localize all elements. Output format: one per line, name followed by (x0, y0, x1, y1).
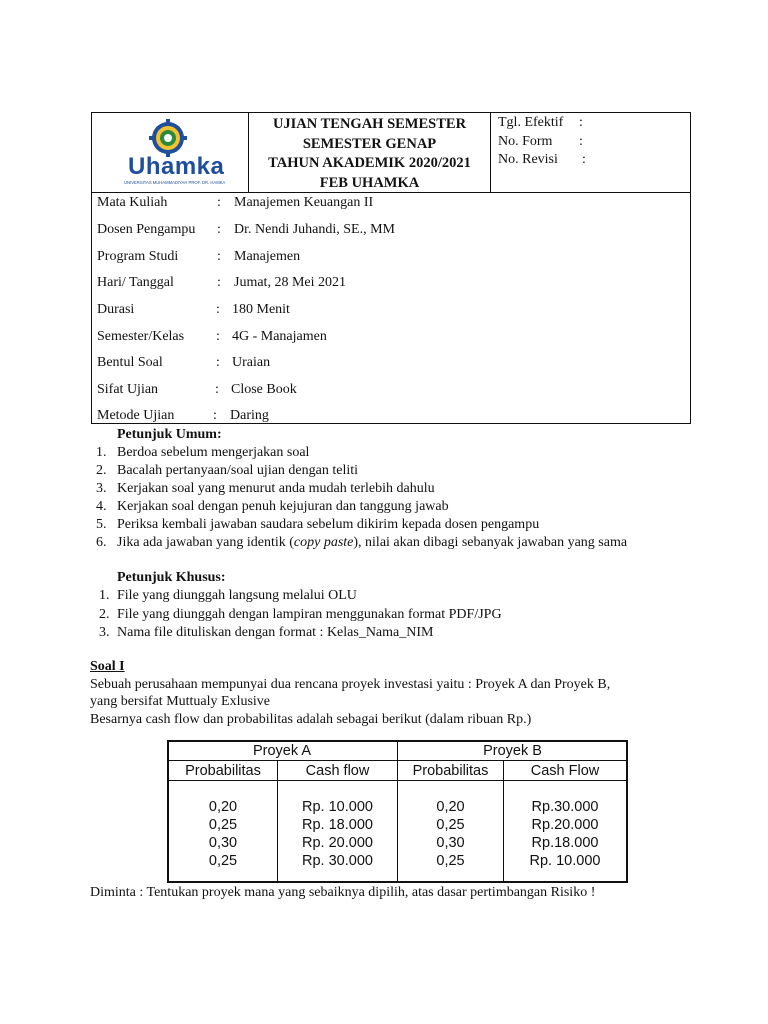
table-cell: 0,20 (436, 799, 465, 815)
info-duration-label: Durasi (97, 302, 135, 317)
info-semester-label: Semester/Kelas (97, 329, 185, 344)
info-duration-value: 180 Menit (232, 302, 290, 317)
list-number: 5. (96, 517, 107, 532)
table-cell: 0,30 (208, 835, 238, 851)
info-exam-nature-label: Sifat Ujian (97, 382, 159, 397)
question-prompt: Diminta : Tentukan proyek mana yang sebaiknya dipilih, atas dasar pertimbangan Risiko ! (90, 885, 596, 900)
info-exam-nature-value: Close Book (231, 382, 297, 397)
cash-flow-table (167, 740, 628, 883)
list-number: 2. (96, 463, 107, 478)
info-sep: : (216, 302, 220, 317)
meta-sep: : (579, 115, 583, 130)
title-line: FEB UHAMKA (319, 174, 420, 191)
title-line: UJIAN TENGAH SEMESTER (272, 116, 467, 132)
table-cell: 0,30 (436, 835, 465, 851)
title-line: TAHUN AKADEMIK 2020/2021 (268, 155, 471, 171)
table-group-header: Proyek B (483, 743, 542, 759)
info-sep: : (217, 275, 221, 290)
uhamka-logo (118, 116, 243, 188)
info-method-value: Daring (230, 408, 269, 423)
list-item: Kerjakan soal yang menurut anda mudah terlebih dahulu (117, 481, 435, 496)
table-cell: 0,20 (208, 799, 238, 815)
list-number: 3. (99, 625, 110, 640)
list-number: 2. (99, 607, 110, 622)
info-sep: : (216, 355, 220, 370)
table-cell: Rp. 18.000 (302, 817, 373, 833)
table-rule (167, 780, 628, 781)
info-sep: : (217, 249, 221, 264)
info-sep: : (217, 195, 221, 210)
info-lecturer-label: Dosen Pengampu (97, 222, 196, 237)
logo-wordmark: Uhamka (128, 153, 225, 180)
info-program-value: Manajemen (234, 249, 301, 264)
list-item: Nama file dituliskan dengan format : Kelas_Nama_NIM (117, 625, 434, 640)
info-program-label: Program Studi (97, 249, 179, 264)
list-item-text: Jika ada jawaban yang identik ( (117, 535, 294, 550)
info-sep: : (217, 222, 221, 237)
table-cell: Rp. 10.000 (529, 853, 601, 869)
list-item: Bacalah pertanyaan/soal ujian dengan teliti (117, 463, 359, 478)
general-instructions-heading: Petunjuk Umum: (117, 427, 222, 442)
table-cell: Rp.18.000 (531, 835, 599, 851)
table-cell: Rp.30.000 (531, 799, 599, 815)
specific-instructions-heading: Petunjuk Khusus: (117, 570, 226, 585)
list-number: 4. (96, 499, 107, 514)
exam-title (249, 115, 490, 193)
list-item: Kerjakan soal dengan penuh kejujuran dan tanggung jawab (117, 499, 449, 514)
info-date-label: Hari/ Tanggal (97, 275, 174, 290)
list-item: File yang diunggah langsung melalui OLU (117, 588, 357, 603)
table-cell: Rp. 10.000 (302, 799, 373, 815)
table-cell: Rp. 20.000 (302, 835, 373, 851)
table-column-header: Probabilitas (412, 763, 489, 779)
table-cell: 0,25 (436, 817, 465, 833)
meta-revision-label: No. Revisi (498, 152, 558, 167)
info-course-value: Manajemen Keuangan II (234, 195, 374, 210)
table-column-header: Probabilitas (185, 763, 261, 779)
table-group-header: Proyek A (252, 743, 312, 759)
list-item-text: ), nilai akan dibagi sebanyak jawaban yang sama (353, 535, 628, 550)
table-cell: Rp.20.000 (531, 817, 599, 833)
list-item: File yang diunggah dengan lampiran menggunakan format PDF/JPG (117, 607, 502, 622)
logo-subtext: UNIVERSITAS MUHAMMADIYAH PROF. DR. HAMKA (124, 180, 226, 185)
info-semester-value: 4G - Manajamen (232, 329, 327, 344)
table-cell: 0,25 (208, 853, 238, 869)
table-cell: 0,25 (208, 817, 238, 833)
list-item-italic: copy paste (293, 535, 354, 550)
meta-sep: : (582, 152, 586, 167)
info-sep: : (216, 329, 220, 344)
list-item (117, 534, 627, 552)
meta-effective-date-label: Tgl. Efektif (498, 115, 564, 130)
question-paragraph-line: Besarnya cash flow dan probabilitas adalah sebagai berikut (dalam ribuan Rp.) (90, 712, 532, 727)
list-number: 6. (96, 535, 107, 550)
info-question-type-value: Uraian (232, 355, 271, 370)
header-divider-right (490, 112, 491, 193)
table-rule (626, 740, 628, 883)
question-paragraph-line: Sebuah perusahaan mempunyai dua rencana proyek investasi yaitu : Proyek A dan Proyek B, (90, 677, 611, 692)
info-date-value: Jumat, 28 Mei 2021 (234, 275, 346, 290)
info-course-label: Mata Kuliah (97, 195, 168, 210)
list-number: 3. (96, 481, 107, 496)
meta-sep: : (579, 134, 583, 149)
list-number: 1. (96, 445, 107, 460)
table-cell: Rp. 30.000 (302, 853, 373, 869)
list-number: 1. (99, 588, 110, 603)
table-column-header: Cash flow (305, 763, 370, 779)
list-item: Berdoa sebelum mengerjakan soal (117, 445, 310, 460)
table-rule (167, 760, 628, 761)
title-line: SEMESTER GENAP (302, 135, 437, 152)
info-method-label: Metode Ujian (97, 408, 175, 423)
info-question-type-label: Bentul Soal (97, 355, 163, 370)
info-sep: : (215, 382, 219, 397)
table-cell: 0,25 (436, 853, 465, 869)
question-heading: Soal I (90, 659, 125, 674)
info-sep: : (213, 408, 217, 423)
table-column-header: Cash Flow (530, 763, 600, 779)
question-paragraph-line: yang bersifat Muttualy Exlusive (90, 694, 271, 709)
meta-form-no-label: No. Form (498, 134, 553, 149)
list-item: Periksa kembali jawaban saudara sebelum dikirim kepada dosen pengampu (117, 517, 540, 532)
info-lecturer-value: Dr. Nendi Juhandi, SE., MM (234, 222, 395, 237)
